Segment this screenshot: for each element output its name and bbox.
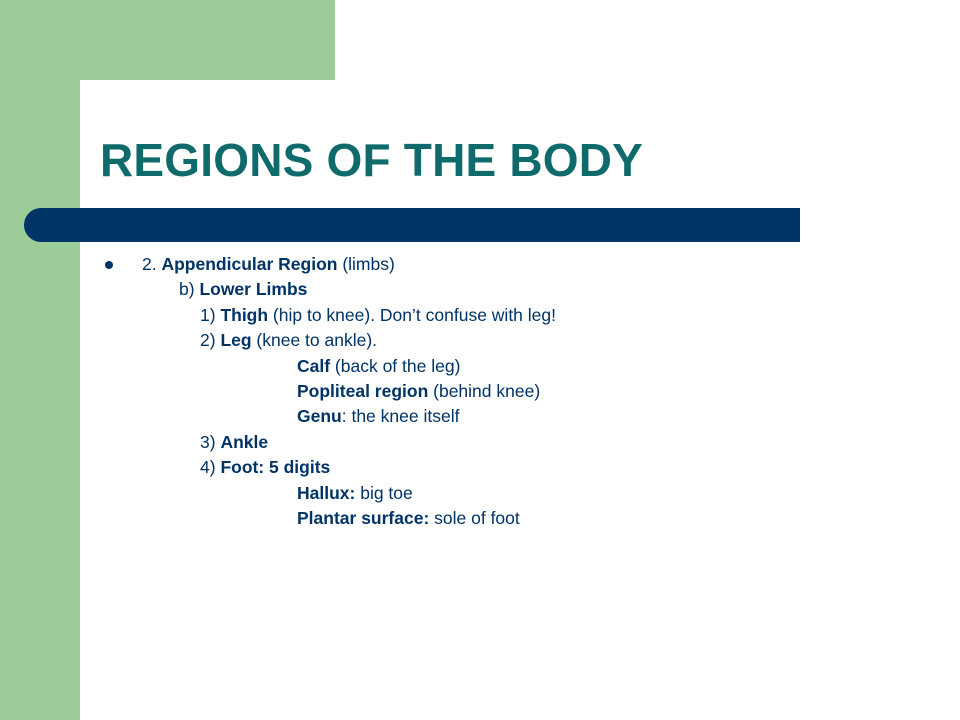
line-text: 4) [200, 457, 221, 478]
bold-term: Plantar surface: [297, 507, 430, 528]
line-text: (behind knee) [428, 380, 541, 401]
outline-line [105, 354, 805, 379]
bold-term: Foot: 5 digits [220, 457, 331, 478]
outline-line [105, 404, 805, 429]
line-text: : the knee itself [341, 406, 460, 427]
outline-line [105, 252, 805, 277]
line-text: 3) [200, 431, 221, 452]
line-text: 1) [200, 304, 221, 325]
slide-body [105, 252, 805, 531]
outline-line [105, 506, 805, 531]
outline-line [105, 430, 805, 455]
title-divider-bar [24, 208, 800, 242]
bold-term: Popliteal region [297, 380, 429, 401]
green-accent-bar-left [0, 0, 80, 720]
line-text: b) [179, 279, 200, 300]
line-text: (hip to knee). Don’t confuse with leg! [268, 304, 556, 325]
bold-term: Thigh [220, 304, 269, 325]
bullet-icon [105, 261, 113, 269]
line-text: sole of foot [429, 507, 520, 528]
line-text: (limbs) [337, 254, 395, 274]
bold-term: Hallux: [297, 482, 356, 503]
bold-term: Calf [297, 355, 331, 376]
line-text: 2) [200, 330, 221, 351]
outline-line [105, 455, 805, 480]
outline-line [105, 277, 805, 302]
line-text: (knee to ankle). [251, 330, 378, 351]
outline-line [105, 481, 805, 506]
bold-term: Appendicular Region [161, 254, 338, 274]
bold-term: Ankle [220, 431, 269, 452]
green-accent-bar-top [80, 0, 335, 80]
outline-line [105, 379, 805, 404]
line-text: 2. [142, 254, 162, 274]
content-panel-corner [80, 80, 140, 140]
bold-term: Genu [297, 406, 342, 427]
line-text: big toe [355, 482, 413, 503]
slide-title: REGIONS OF THE BODY [100, 134, 644, 186]
bold-term: Lower Limbs [199, 279, 308, 300]
outline-line [105, 328, 805, 353]
outline-line [105, 303, 805, 328]
bold-term: Leg [220, 330, 252, 351]
line-text: (back of the leg) [330, 355, 461, 376]
